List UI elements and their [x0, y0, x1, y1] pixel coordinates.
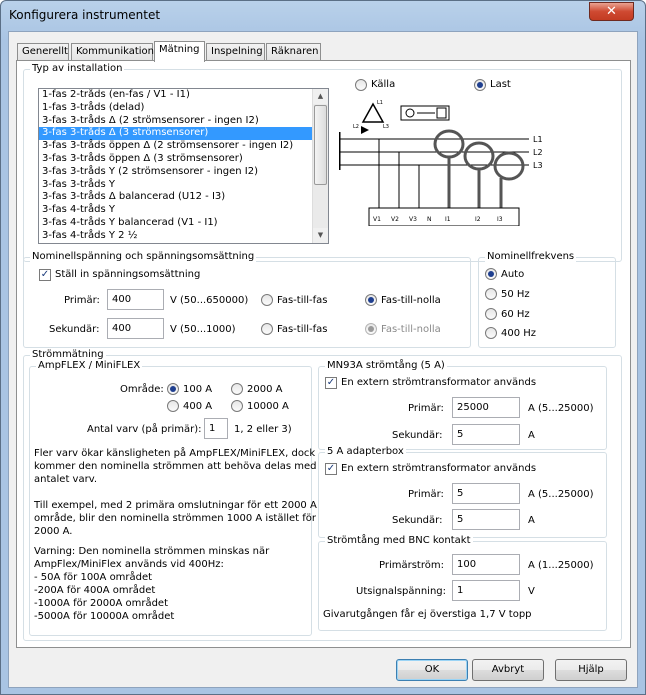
mn93a-secondary-input[interactable]: 5 [452, 424, 520, 445]
adapter-primary-label: Primär: [408, 489, 444, 500]
terminal-i2: I2 [475, 216, 481, 223]
list-item[interactable]: 3-fas 4-tråds Y balancerad (V1 - I1) [42, 216, 218, 228]
bnc-note: Givarutgången får ej överstiga 1,7 V topp [323, 609, 532, 620]
list-item[interactable]: 3-fas 3-tråds öppen Δ (2 strömsensorer - ingen I2) [42, 140, 294, 152]
help-button[interactable]: Hjälp [555, 659, 627, 681]
info-line: -200A för 400A området [34, 585, 156, 596]
voltage-primary-input[interactable]: 400 [107, 289, 164, 310]
voltage-group-label: Nominellspänning och spänningsomsättning [32, 251, 255, 262]
adapter-primary-input[interactable]: 5 [452, 483, 520, 504]
bnc-output-label: Utsignalspänning: [356, 586, 447, 597]
info-line: antalet varv. [34, 474, 98, 485]
mn93a-secondary-label: Sekundär: [392, 430, 443, 441]
mn93a-group-label: MN93A strömtång (5 A) [327, 360, 445, 371]
mn93a-primary-input[interactable]: 25000 [452, 397, 520, 418]
adapter-ct-checkbox[interactable]: ✓ [326, 463, 336, 474]
ok-button[interactable]: OK [396, 659, 468, 681]
bnc-primary-input[interactable]: 100 [452, 554, 520, 575]
adapter-secondary-label: Sekundär: [392, 515, 443, 526]
info-line: -5000A för 10000A området [34, 611, 175, 622]
secondary-phase-phase-label: Fas-till-fas [277, 324, 328, 335]
range-10000a-label: 10000 A [247, 401, 289, 412]
adapter-ct-label: En extern strömtransformator används [341, 463, 537, 474]
freq-60-radio[interactable] [485, 308, 497, 320]
title-bar [1, 1, 645, 31]
mn93a-ct-label: En extern strömtransformator används [341, 377, 537, 388]
installation-group-label: Typ av installation [32, 63, 123, 74]
secondary-phase-neutral-radio [365, 323, 377, 335]
range-100a-radio[interactable] [167, 383, 179, 395]
info-line: - 50A för 100A området [34, 572, 153, 583]
ampflex-group [29, 360, 317, 636]
voltage-ratio-label: Ställ in spänningsomsättning [55, 269, 201, 280]
list-item[interactable]: 1-fas 2-tråds (en-fas / V1 - I1) [42, 89, 190, 100]
range-100a-label: 100 A [183, 384, 213, 395]
ampflex-warning [34, 545, 269, 623]
list-item[interactable]: 3-fas 3-tråds öppen Δ (3 strömsensorer) [42, 152, 243, 164]
voltage-secondary-input[interactable]: 400 [107, 318, 164, 339]
freq-60-label: 60 Hz [501, 309, 530, 320]
turns-hint: 1, 2 eller 3) [234, 424, 292, 435]
delta-label-l1: L1 [377, 100, 383, 106]
ampflex-info-2 [34, 499, 317, 538]
tab-matning[interactable]: Mätning [154, 41, 205, 62]
current-group [23, 349, 622, 641]
voltage-primary-label: Primär: [64, 295, 100, 306]
adapter-group-label: 5 A adapterbox [327, 446, 404, 457]
installation-listbox[interactable] [38, 88, 329, 244]
range-2000a-label: 2000 A [247, 384, 283, 395]
ampflex-group-label: AmpFLEX / MiniFLEX [38, 360, 141, 371]
terminal-v1: V1 [373, 216, 381, 223]
adapter-secondary-input[interactable]: 5 [452, 509, 520, 530]
listbox-scrollbar[interactable] [312, 89, 328, 243]
list-item[interactable]: 1-fas 3-tråds (delad) [42, 101, 145, 113]
load-radio[interactable] [474, 79, 486, 91]
info-line: AmpFlex/MiniFlex används vid 400Hz: [34, 559, 224, 570]
range-2000a-radio[interactable] [231, 383, 243, 395]
voltage-secondary-label: Sekundär: [49, 324, 100, 335]
bnc-group-label: Strömtång med BNC kontakt [327, 535, 471, 546]
delta-label-l2: L2 [353, 124, 359, 130]
mn93a-primary-label: Primär: [408, 403, 444, 414]
terminal-i1: I1 [445, 216, 451, 223]
freq-50-label: 50 Hz [501, 289, 530, 300]
info-line: Till exempel, med 2 primära omslutningar för ett 2000 A [34, 500, 317, 511]
bnc-primary-range: A (1...25000) [528, 560, 594, 571]
terminal-n: N [427, 216, 432, 223]
current-group-label: Strömmätning [32, 349, 104, 360]
ampflex-info-1 [34, 447, 316, 486]
info-line: område, blir den nominella strömmen 1000 A istället för [34, 513, 317, 524]
info-line: 2000 A. [34, 526, 73, 537]
scroll-thumb[interactable] [314, 105, 327, 185]
close-button[interactable]: ✕ [589, 2, 634, 21]
cancel-button[interactable]: Avbryt [472, 659, 544, 681]
freq-50-radio[interactable] [485, 288, 497, 300]
info-line: Varning: Den nominella strömmen minskas när [34, 546, 270, 557]
mn93a-primary-range: A (5...25000) [528, 403, 594, 414]
adapter-secondary-unit: A [528, 515, 535, 526]
bnc-group [318, 535, 607, 631]
frequency-group [478, 251, 616, 348]
secondary-phase-neutral-label: Fas-till-nolla [381, 324, 441, 335]
load-label: Last [490, 79, 511, 90]
tab-panel-matning [16, 60, 631, 648]
tab-generellt[interactable]: Generellt [17, 43, 69, 61]
secondary-phase-phase-radio[interactable] [261, 323, 273, 335]
info-line: kommer den nominella strömmen att behöva delas med [34, 461, 317, 472]
range-10000a-radio[interactable] [231, 400, 243, 412]
range-400a-radio[interactable] [167, 400, 179, 412]
mn93a-ct-checkbox[interactable]: ✓ [326, 377, 336, 388]
bnc-primary-label: Primärström: [379, 560, 444, 571]
freq-auto-radio[interactable] [485, 268, 497, 280]
source-radio[interactable] [355, 79, 367, 91]
mn93a-secondary-unit: A [528, 430, 535, 441]
range-label: Område: [120, 384, 164, 395]
primary-phase-neutral-radio[interactable] [365, 294, 377, 306]
terminal-v3: V3 [409, 216, 417, 223]
delta-icon [361, 104, 383, 134]
freq-auto-label: Auto [501, 269, 525, 280]
source-label: Källa [371, 79, 396, 90]
bnc-output-unit: V [528, 586, 535, 597]
turns-input[interactable]: 1 [204, 418, 228, 439]
source-load-icon [401, 106, 449, 120]
list-item[interactable]: 3-fas 3-tråds Δ balancerad (U12 - I3) [42, 191, 226, 203]
terminal-i3: I3 [497, 216, 503, 223]
window-title: Konfigurera instrumentet [9, 8, 161, 22]
voltage-group [23, 251, 471, 348]
scroll-up-icon[interactable]: ▲ [313, 89, 328, 104]
installation-group [23, 63, 622, 262]
primary-phase-phase-radio[interactable] [261, 294, 273, 306]
freq-400-label: 400 Hz [501, 328, 537, 339]
wiring-diagram [339, 96, 569, 226]
dialog-client [8, 31, 638, 688]
tab-raknaren[interactable]: Räknaren [266, 43, 321, 61]
voltage-primary-range: V (50...650000) [170, 295, 249, 306]
line-label-l3: L3 [533, 161, 543, 170]
adapter-primary-range: A (5...25000) [528, 489, 594, 500]
line-label-l1: L1 [533, 135, 543, 144]
frequency-group-label: Nominellfrekvens [487, 251, 575, 262]
range-400a-label: 400 A [183, 401, 213, 412]
list-item[interactable]: 3-fas 3-tråds Y [42, 178, 115, 190]
mn93a-group [318, 360, 607, 450]
list-item[interactable]: 3-fas 3-tråds Δ (2 strömsensorer - ingen I2) [42, 114, 259, 126]
voltage-secondary-range: V (50...1000) [170, 324, 236, 335]
line-label-l2: L2 [533, 148, 543, 157]
tab-kommunikation[interactable]: Kommunikation [71, 43, 153, 61]
adapter-group [318, 446, 607, 538]
list-item[interactable]: 3-fas 3-tråds Y (2 strömsensorer - ingen I2) [42, 165, 258, 177]
list-item[interactable]: 3-fas 4-tråds Y [42, 204, 115, 216]
delta-label-l3: L3 [383, 124, 389, 130]
bnc-output-input[interactable]: 1 [452, 580, 520, 601]
voltage-ratio-checkbox[interactable]: ✓ [40, 269, 50, 280]
tab-inspelning[interactable]: Inspelning [206, 43, 265, 61]
list-item[interactable]: 3-fas 4-tråds Y 2 ½ [42, 229, 138, 241]
freq-400-radio[interactable] [485, 327, 497, 339]
info-line: Fler varv ökar känsligheten på AmpFLEX/MiniFLEX, dock [34, 448, 316, 459]
turns-label: Antal varv (på primär): [87, 424, 202, 435]
scroll-down-icon[interactable]: ▼ [313, 228, 328, 243]
primary-phase-neutral-label: Fas-till-nolla [381, 295, 441, 306]
info-line: -1000A för 2000A området [34, 598, 168, 609]
terminal-v2: V2 [391, 216, 399, 223]
list-item-selected[interactable]: 3-fas 3-tråds Δ (3 strömsensorer) [39, 127, 328, 140]
primary-phase-phase-label: Fas-till-fas [277, 295, 328, 306]
